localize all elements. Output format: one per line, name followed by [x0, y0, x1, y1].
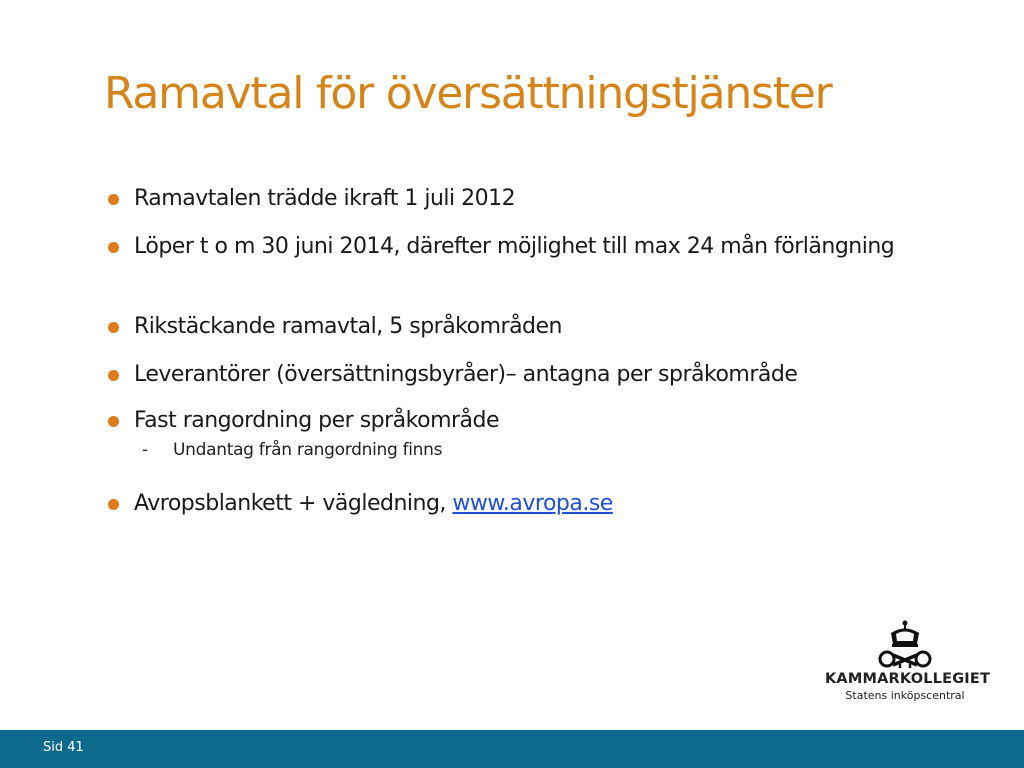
bullet-item — [134, 405, 914, 437]
logo-tagline: Statens inköpscentral — [845, 689, 965, 702]
bullet-dot — [108, 370, 119, 381]
sub-bullet-text: Undantag från rangordning finns — [173, 440, 443, 460]
bullet-dot — [108, 322, 119, 333]
bullet-item — [134, 359, 914, 391]
bullet-item — [134, 183, 914, 215]
bullet-dot — [108, 499, 119, 510]
logo-name: KAMMARKOLLEGIET — [825, 671, 991, 687]
slide-title: Ramavtal för översättningstjänster — [104, 68, 832, 119]
bullet-text: Rikstäckande ramavtal, 5 språkområden — [134, 314, 562, 339]
bullet-text: Fast rangordning per språkområde — [134, 408, 500, 433]
bullet-text: Leverantörer (översättningsbyråer)– antagna per språkområde — [134, 362, 798, 387]
avropa-link[interactable]: www.avropa.se — [452, 491, 613, 516]
crown-keys-icon — [875, 620, 935, 670]
bullet-text: Löper t o m 30 juni 2014, därefter möjlighet till max 24 mån förlängning — [134, 234, 895, 259]
bullet-dot — [108, 242, 119, 253]
bullet-dot — [108, 416, 119, 427]
sub-bullet-item — [142, 440, 442, 460]
bullet-item — [134, 488, 914, 520]
bullet-text: Ramavtalen trädde ikraft 1 juli 2012 — [134, 186, 516, 211]
bullet-dot — [108, 194, 119, 205]
bullet-item — [134, 231, 914, 263]
page-number: Sid 41 — [43, 740, 84, 755]
kammarkollegiet-logo — [825, 620, 995, 710]
footer-bar — [0, 730, 1024, 768]
bullet-text: Avropsblankett + vägledning, — [134, 491, 453, 516]
bullet-item — [134, 311, 914, 343]
sub-bullet-marker: - — [142, 440, 148, 460]
